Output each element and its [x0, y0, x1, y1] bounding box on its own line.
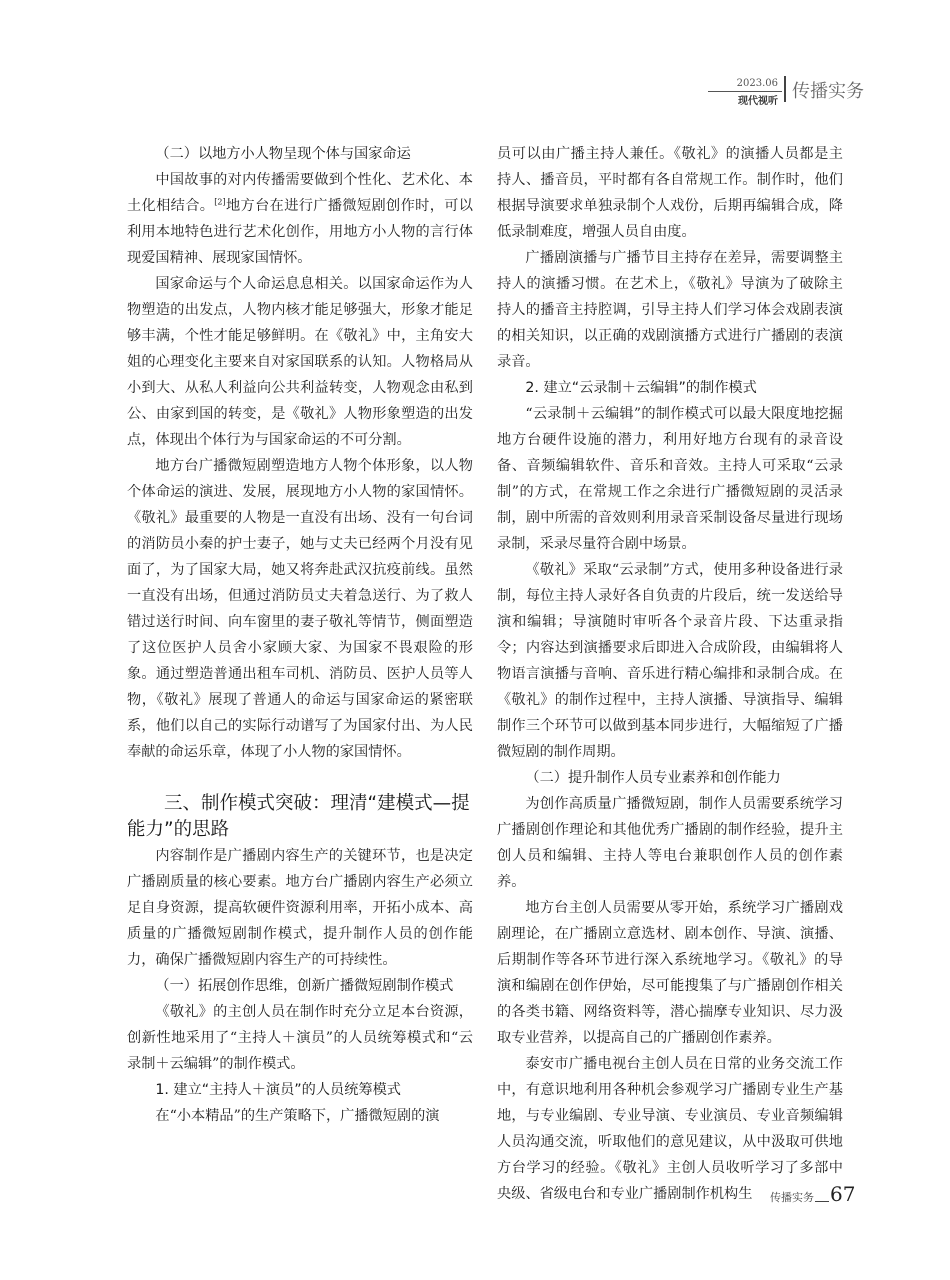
subheading-creative-thinking: （一）拓展创作思维，创新广播微短剧制作模式 [155, 978, 454, 994]
subheading-local-figures: （二）以地方小人物呈现个体与国家命运 [155, 146, 411, 162]
paragraph: 内容制作是广播剧内容生产的关键环节，也是决定广播剧质量的核心要素。地方台广播剧内容生产必须立足自身资源，提高软硬件资源利用率，开拓小成本、高质量的广播微短剧制作模式，提升制作人员的创作能力，确保广播微短剧内容生产的可持续性。 [127, 848, 473, 968]
paragraph: 《敬礼》采取“云录制”方式，使用多种设备进行录制，每位主持人录好各自负责的片段后，统一发送给导演和编辑；导演随时审听各个录音片段、下达重录指令；内容达到演播要求后即进入合成阶段，由编辑将人物语言演播与音响、音乐进行精心编排和录制合成。在《敬礼》的制作过程中，主持人演播、导演指导、编辑制作三个环节可以做到基本同步进行，大幅缩短了广播微短剧的制作周期。 [497, 562, 843, 760]
footer-section: 传播实务 [770, 1191, 814, 1204]
footer-rule [815, 1201, 829, 1202]
paragraph: “云录制＋云编辑”的制作模式可以最大限度地挖掘地方台硬件设施的潜力，利用好地方台现有的录音设备、音频编辑软件、音乐和音效。主持人可采取“云录制”的方式，在常规工作之余进行广播微短剧的灵活录制，剧中所需的音效则利用录音采制设备尽量进行现场录制，采录尽量符合剧中场景。 [497, 406, 843, 552]
right-column [497, 141, 843, 1207]
running-header [690, 76, 890, 106]
paragraph: 地方台主创人员需要从零开始，系统学习广播剧戏剧理论，在广播剧立意选材、剧本创作、导演、演播、后期制作等各环节进行深入系统地学习。《敬礼》的导演和编剧在创作伊始，尽可能搜集了与广播剧创作相关的各类书籍、网络资料等，潜心揣摩专业知识、尽力汲取专业营养，以提高自己的广播剧创作素养。 [497, 900, 843, 1046]
citation-marker: [2] [214, 197, 226, 207]
paragraph: 在“小本精品”的生产策略下，广播微短剧的演 [155, 1108, 440, 1124]
paragraph-text: 地方台在进行广播微短剧创作时，可以利用本地特色进行艺术化创作，用地方小人物的言行体现爱国精神、展现家国情怀。 [127, 198, 473, 266]
page-number: 67 [830, 1182, 856, 1206]
paragraph-text: 中国故事的对内传播需要做到个性化、艺术化、本土化相结合。 [127, 172, 473, 214]
paragraph: 广播剧演播与广播节目主持存在差异，需要调整主持人的演播习惯。在艺术上，《敬礼》导演为了破除主持人的播音主持腔调，引导主持人们学习体会戏剧表演的相关知识，以正确的戏剧演播方式进行广播剧的表演录音。 [497, 250, 843, 370]
paragraph [127, 167, 473, 271]
paragraph: 国家命运与个人命运息息相关。以国家命运作为人物塑造的出发点，人物内核才能足够强大，形象才能足够丰满，个性才能足够鲜明。在《敬礼》中，主角安大姐的心理变化主要来自对家国联系的认知。人物格局从小到大、从私人利益向公共利益转变，人物观念由私到公、由家到国的转变，是《敬礼》人物形象塑造的出发点，体现出个体行为与国家命运的不可分割。 [127, 276, 473, 448]
paragraph: 《敬礼》的主创人员在制作时充分立足本台资源，创新性地采用了“主持人＋演员”的人员统筹模式和“云录制＋云编辑”的制作模式。 [127, 1004, 473, 1072]
section-title: 传播实务 [792, 81, 864, 102]
paragraph: 泰安市广播电视台主创人员在日常的业务交流工作中，有意识地利用各种机会参观学习广播剧专业生产基地，与专业编剧、专业导演、专业演员、专业音频编辑人员沟通交流，听取他们的意见建议，从中汲取可供地方台学习的经验。《敬礼》主创人员收听学习了多部中央级、省级电台和专业广播剧制作机构生 [497, 1056, 843, 1202]
numbered-heading: 2. 建立“云录制＋云编辑”的制作模式 [525, 380, 757, 396]
left-column [127, 141, 473, 1129]
header-divider [784, 76, 786, 102]
subheading-professional-skills: （二）提升制作人员专业素养和创作能力 [525, 770, 781, 786]
issue-date: 2023.06 [736, 78, 778, 89]
section-heading: 三、制作模式突破：理清“建模式—提能力”的思路 [127, 793, 470, 840]
page-footer [770, 1182, 855, 1206]
paragraph-continued: 员可以由广播主持人兼任。《敬礼》的演播人员都是主持人、播音员，平时都有各自常规工作。制作时，他们根据导演要求单独录制个人戏份，后期再编辑合成，降低录制难度，增强人员自由度。 [497, 146, 843, 240]
paragraph: 为创作高质量广播微短剧，制作人员需要系统学习广播剧创作理论和其他优秀广播剧的制作经验，提升主创人员和编辑、主持人等电台兼职创作人员的创作素养。 [497, 796, 843, 890]
magazine-name: 现代视听 [738, 96, 778, 107]
numbered-heading: 1. 建立“主持人＋演员”的人员统筹模式 [155, 1082, 401, 1098]
paragraph: 地方台广播微短剧塑造地方人物个体形象，以人物个体命运的演进、发展，展现地方小人物的家国情怀。《敬礼》最重要的人物是一直没有出场、没有一句台词的消防员小秦的护士妻子，她与丈夫已经两个月没有见面了，为了国家大局，她又将奔赴武汉抗疫前线。虽然一直没有出场，但通过消防员丈夫着急送行、为了救人错过送行时间、向车窗里的妻子敬礼等情节，侧面塑造了这位医护人员舍小家顾大家、为国家不畏艰险的形象。通过塑造普通出租车司机、消防员、医护人员等人物，《敬礼》展现了普通人的命运与国家命运的紧密联系，他们以自己的实际行动谱写了为国家付出、为人民奉献的命运乐章，体现了小人物的家国情怀。 [127, 458, 473, 760]
